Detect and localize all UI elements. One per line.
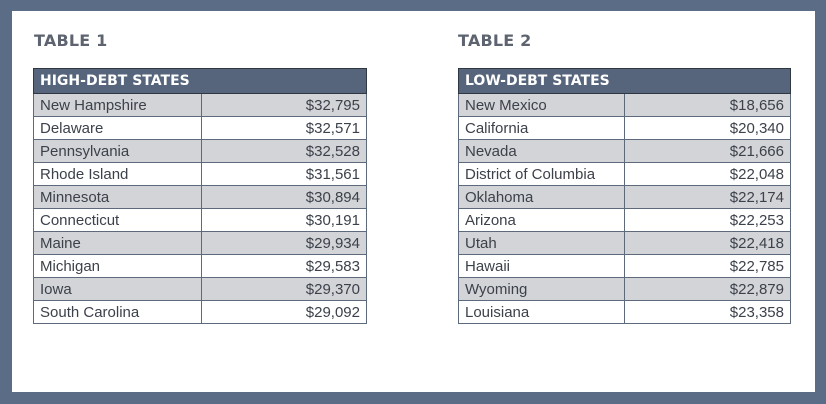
table-row — [459, 94, 791, 117]
table-row — [459, 209, 791, 232]
state-name: Louisiana — [459, 301, 625, 324]
debt-value: $22,879 — [624, 278, 790, 301]
table-row — [34, 140, 367, 163]
state-name: District of Columbia — [459, 163, 625, 186]
table1-header: HIGH-DEBT STATES — [34, 69, 367, 94]
debt-value: $29,583 — [201, 255, 366, 278]
table-row — [459, 140, 791, 163]
low-debt-table — [458, 68, 791, 324]
debt-value: $22,785 — [624, 255, 790, 278]
state-name: Oklahoma — [459, 186, 625, 209]
state-name: New Hampshire — [34, 94, 202, 117]
table-row — [459, 301, 791, 324]
debt-value: $29,934 — [201, 232, 366, 255]
table-row — [34, 209, 367, 232]
table-row — [34, 301, 367, 324]
table-row — [459, 232, 791, 255]
table1-caption: TABLE 1 — [34, 31, 108, 50]
state-name: New Mexico — [459, 94, 625, 117]
debt-value: $22,418 — [624, 232, 790, 255]
table-row — [34, 94, 367, 117]
state-name: Nevada — [459, 140, 625, 163]
state-name: Delaware — [34, 117, 202, 140]
state-name: Pennsylvania — [34, 140, 202, 163]
debt-value: $22,253 — [624, 209, 790, 232]
debt-value: $31,561 — [201, 163, 366, 186]
state-name: Iowa — [34, 278, 202, 301]
debt-value: $23,358 — [624, 301, 790, 324]
table-row — [34, 163, 367, 186]
table-row — [34, 255, 367, 278]
debt-value: $32,528 — [201, 140, 366, 163]
table-row — [459, 163, 791, 186]
debt-value: $32,571 — [201, 117, 366, 140]
state-name: Michigan — [34, 255, 202, 278]
high-debt-table — [33, 68, 367, 324]
table2-caption: TABLE 2 — [458, 31, 532, 50]
debt-value: $18,656 — [624, 94, 790, 117]
debt-value: $30,191 — [201, 209, 366, 232]
state-name: Arizona — [459, 209, 625, 232]
table-row — [34, 278, 367, 301]
state-name: Maine — [34, 232, 202, 255]
debt-value: $22,048 — [624, 163, 790, 186]
table-row — [34, 232, 367, 255]
table2-header: LOW-DEBT STATES — [459, 69, 791, 94]
table-row — [34, 186, 367, 209]
debt-value: $32,795 — [201, 94, 366, 117]
table-row — [34, 117, 367, 140]
state-name: Utah — [459, 232, 625, 255]
debt-value: $21,666 — [624, 140, 790, 163]
table-row — [459, 117, 791, 140]
debt-value: $22,174 — [624, 186, 790, 209]
state-name: California — [459, 117, 625, 140]
state-name: Minnesota — [34, 186, 202, 209]
state-name: South Carolina — [34, 301, 202, 324]
state-name: Rhode Island — [34, 163, 202, 186]
debt-value: $20,340 — [624, 117, 790, 140]
table-row — [459, 186, 791, 209]
state-name: Hawaii — [459, 255, 625, 278]
state-name: Connecticut — [34, 209, 202, 232]
content-panel — [12, 11, 815, 392]
table-row — [459, 255, 791, 278]
table-row — [459, 278, 791, 301]
debt-value: $29,370 — [201, 278, 366, 301]
debt-value: $29,092 — [201, 301, 366, 324]
state-name: Wyoming — [459, 278, 625, 301]
debt-value: $30,894 — [201, 186, 366, 209]
